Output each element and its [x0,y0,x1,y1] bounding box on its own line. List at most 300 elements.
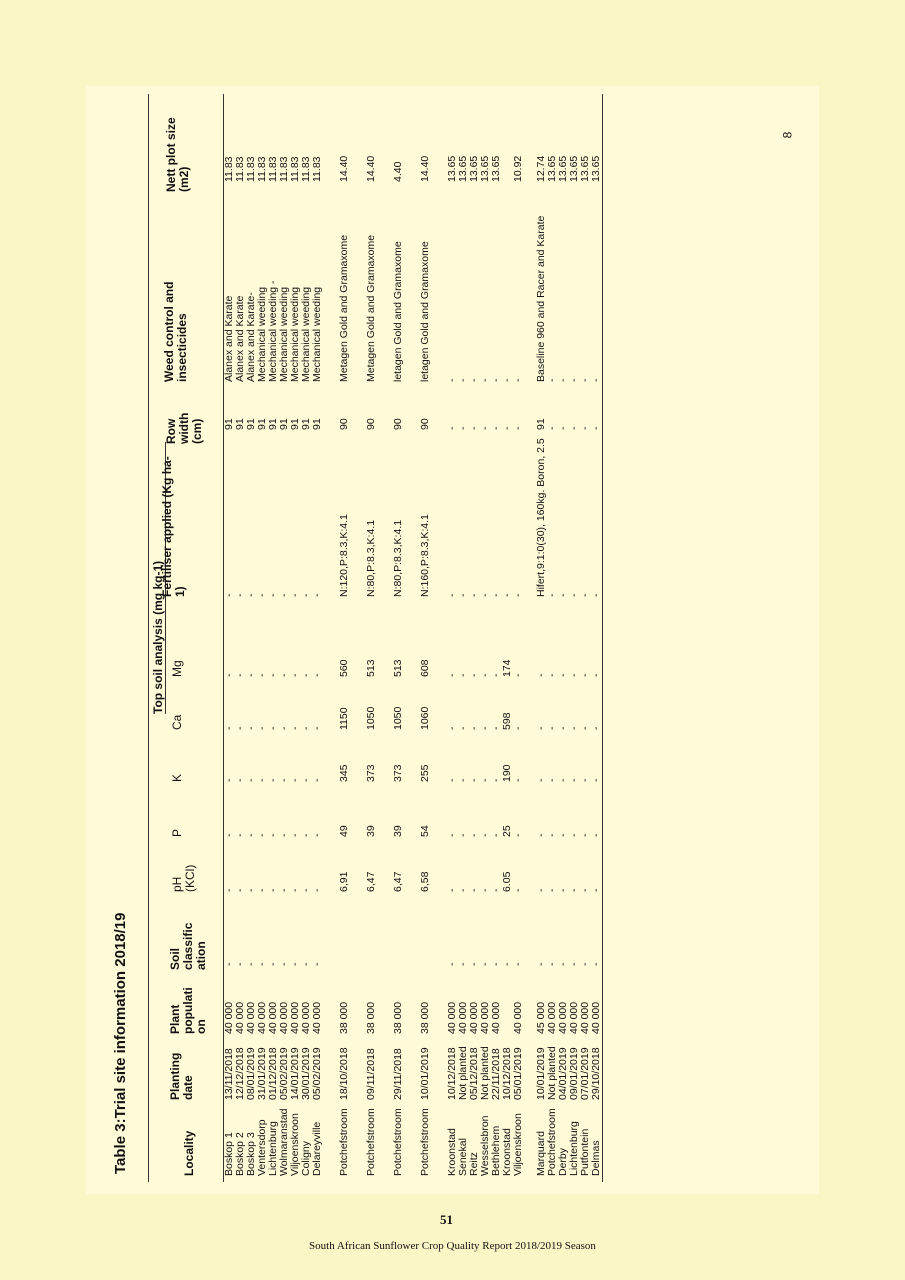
cell-p: 49 [338,825,350,837]
cell-weed: - [468,378,480,382]
cell-fert: - [278,593,290,597]
table-row [513,94,524,1182]
cell-mg: - [278,673,290,677]
cell-pop: 40 000 [289,1001,301,1034]
cell-ph: - [557,888,569,892]
cell-ca: - [223,726,235,730]
cell-k: - [557,778,569,782]
cell-weed: - [512,378,524,382]
cell-pop: 40 000 [256,1001,268,1034]
cell-ca: - [557,726,569,730]
cell-k: - [267,778,279,782]
cell-fert: - [457,593,469,597]
cell-locality: Wesselsbron [479,1115,491,1176]
table-row [393,94,404,1182]
cell-ca: 1050 [365,706,377,730]
cell-date: 09/01/2019 [568,1047,580,1100]
cell-ph: - [256,888,268,892]
cell-pop: 40 000 [590,1001,602,1034]
cell-k: - [245,778,257,782]
cell-fert: Hifert,9:1:0(30), 160kg. Boron, 2.5 [535,438,547,597]
cell-ca: - [245,726,257,730]
cell-locality: Viljoenskroon [512,1113,524,1176]
cell-row: - [446,426,458,430]
cell-soil: - [546,962,558,966]
cell-date: 09/11/2018 [365,1048,377,1100]
cell-p: 25 [501,825,513,837]
cell-k: - [278,778,290,782]
cell-p: - [234,833,246,837]
table-row [339,94,350,1182]
cell-fert: - [256,593,268,597]
cell-row: 91 [278,418,290,430]
cell-fert: - [446,593,458,597]
cell-soil: - [223,962,235,966]
cell-mg: - [579,673,591,677]
cell-row: 90 [338,418,350,430]
cell-date: 08/01/2019 [245,1047,257,1100]
header-p: P [170,828,184,837]
cell-mg: - [568,673,580,677]
cell-fert: - [300,593,312,597]
cell-date: 31/01/2019 [256,1047,268,1100]
header-top-soil-analysis: Top soil analysis (mg kg-1) [151,442,166,714]
cell-p: - [245,833,257,837]
cell-locality: Wolmaranstad [278,1108,290,1176]
cell-p: - [512,833,524,837]
cell-ph: 6,47 [392,871,404,892]
cell-mg: - [245,673,257,677]
cell-soil: - [479,962,491,966]
cell-mg: - [289,673,301,677]
cell-p: - [568,833,580,837]
table-row [366,94,377,1182]
cell-pop: 38 000 [419,1001,431,1034]
report-page [86,86,819,1194]
cell-k: - [256,778,268,782]
cell-fert: - [234,593,246,597]
cell-weed: Metagen Gold and Gramaxome [365,234,377,382]
cell-locality: Potchefstroom [338,1108,350,1176]
cell-ca: 1150 [338,707,350,730]
cell-soil: - [468,962,480,966]
cell-locality: Kroonstad [501,1128,513,1176]
cell-soil: - [311,962,323,966]
cell-fert: - [546,593,558,597]
cell-date: 14/01/2019 [289,1047,301,1100]
cell-fert: - [479,593,491,597]
cell-row: 91 [311,418,323,430]
cell-mg: 608 [419,659,431,677]
cell-mg: - [490,673,502,677]
cell-locality: Coligny [300,1140,312,1176]
cell-ca: 598 [501,712,513,730]
cell-pop: 40 000 [300,1001,312,1034]
cell-ph: - [490,888,502,892]
cell-soil: - [278,962,290,966]
cell-ca: - [468,726,480,730]
cell-ca: - [311,726,323,730]
cell-soil: - [289,962,301,966]
cell-pop: 40 000 [457,1001,469,1034]
cell-p: 39 [365,825,377,837]
cell-p: - [267,833,279,837]
cell-pop: 40 000 [579,1001,591,1034]
cell-row: 91 [256,418,268,430]
cell-size: 11.83 [289,156,301,182]
cell-pop: 40 000 [311,1001,323,1034]
cell-ca: - [490,726,502,730]
cell-ph: - [546,888,558,892]
cell-mg: - [446,673,458,677]
cell-locality: Lichtenburg [267,1121,279,1176]
cell-pop: 38 000 [365,1001,377,1034]
cell-locality: Marquard [535,1131,547,1176]
cell-locality: Potchefstroom [546,1108,558,1176]
cell-ca: - [446,726,458,730]
cell-locality: Delmas [590,1140,602,1176]
cell-fert: - [501,593,513,597]
cell-locality: Boskop 3 [245,1132,257,1176]
cell-date: Not planted [546,1046,558,1100]
cell-ph: 6,91 [338,871,350,892]
cell-p: - [468,833,480,837]
cell-p: - [490,833,502,837]
cell-size: 11.83 [311,156,323,182]
cell-k: 190 [501,764,513,782]
cell-size: 12.74 [535,155,547,182]
cell-pop: 40 000 [267,1001,279,1034]
cell-row: 90 [365,418,377,430]
cell-size: 13.65 [468,155,480,182]
header-row-width: Row width (cm) [164,412,204,444]
cell-pop: 38 000 [338,1001,350,1034]
cell-locality: Lichtenburg [568,1121,580,1176]
cell-fert: - [289,593,301,597]
cell-mg: - [267,673,279,677]
header-mg: Mg [170,660,184,677]
cell-ca: - [479,726,491,730]
cell-soil: - [234,962,246,966]
cell-ca: - [267,726,279,730]
cell-k: - [457,778,469,782]
inner-page-number: 8 [780,131,795,139]
cell-p: - [457,833,469,837]
cell-weed: Metagen Gold and Gramaxome [338,234,350,382]
table-row [420,94,431,1182]
cell-date: 10/12/2018 [501,1047,513,1100]
cell-pop: 40 000 [278,1001,290,1034]
cell-p: - [579,833,591,837]
cell-row: 91 [267,418,279,430]
cell-soil: - [535,962,547,966]
cell-fert: - [557,593,569,597]
header-nett-plot-size: Nett plot size (m2) [164,117,191,192]
cell-row: - [568,426,580,430]
cell-soil: - [256,962,268,966]
cell-weed: - [590,378,602,382]
cell-soil: - [490,962,502,966]
cell-size: 13.65 [490,155,502,182]
cell-fert: - [267,593,279,597]
cell-weed: - [579,378,591,382]
cell-size: 11.83 [300,156,312,182]
cell-size: 13.65 [590,155,602,182]
cell-fert: - [311,593,323,597]
cell-date: 01/12/2018 [267,1047,279,1100]
cell-mg: - [468,673,480,677]
cell-locality: Delareyville [311,1121,323,1176]
cell-ca: 1060 [419,706,431,730]
cell-fert: N:80,P:8.3,K:4.1 [392,519,404,597]
cell-row: - [590,426,602,430]
cell-ca: - [535,726,547,730]
cell-k: - [535,778,547,782]
cell-mg: 174 [501,659,513,677]
cell-k: - [234,778,246,782]
cell-size: 13.65 [579,155,591,182]
cell-size: 14.40 [365,155,377,182]
page-number: 51 [440,1212,453,1227]
cell-k: - [311,778,323,782]
cell-size: 11.83 [234,156,246,182]
cell-date: 10/12/2018 [446,1047,458,1100]
cell-ca: - [278,726,290,730]
cell-pop: 45 000 [535,1001,547,1034]
cell-row: - [490,426,502,430]
rotated-table-container [86,86,819,1194]
cell-row: 91 [289,418,301,430]
cell-pop: 40 000 [446,1001,458,1034]
cell-p: - [300,833,312,837]
cell-pop: 40 000 [546,1001,558,1034]
cell-ca: - [590,726,602,730]
cell-fert: N:160,P:8.3,K:4.1 [419,514,431,597]
cell-row: 90 [419,418,431,430]
cell-locality: Ventersdorp [256,1119,268,1176]
cell-locality: Derby [557,1147,569,1176]
cell-weed: Alanex and Karate [223,295,235,382]
cell-fert: - [468,593,480,597]
cell-fert: - [590,593,602,597]
cell-pop: 40 000 [234,1001,246,1034]
cell-date: 05/02/2019 [311,1047,323,1100]
cell-p: - [223,833,235,837]
cell-ca: - [256,726,268,730]
cell-p: - [256,833,268,837]
cell-ph: - [446,888,458,892]
cell-size: 13.65 [557,155,569,182]
cell-soil: - [501,962,513,966]
cell-ph: - [579,888,591,892]
cell-locality: Kroonstad [446,1128,458,1176]
cell-weed: - [446,378,458,382]
cell-ph: - [568,888,580,892]
cell-ph: - [234,888,246,892]
header-soil-classification: Soil classific ation [168,922,208,970]
cell-row: - [468,426,480,430]
cell-k: - [590,778,602,782]
cell-k: 373 [365,764,377,782]
cell-mg: - [535,673,547,677]
cell-row: - [512,426,524,430]
table-row [591,94,602,1182]
cell-ca: - [289,726,301,730]
cell-soil: - [568,962,580,966]
cell-k: - [546,778,558,782]
cell-ca: - [568,726,580,730]
cell-row: - [557,426,569,430]
cell-ph: - [512,888,524,892]
cell-locality: Senekal [457,1138,469,1176]
header-ca: Ca [170,714,184,730]
cell-pop: 40 000 [512,1001,524,1034]
cell-size: 13.65 [568,155,580,182]
cell-locality: Boskop 1 [223,1132,235,1176]
cell-mg: - [512,673,524,677]
cell-pop: 40 000 [490,1001,502,1034]
cell-date: 10/01/2019 [535,1047,547,1100]
cell-soil: - [557,962,569,966]
cell-size: 11.83 [278,156,290,182]
cell-ca: - [512,726,524,730]
cell-mg: - [457,673,469,677]
header-weed-control: Weed control and insecticides [162,281,189,382]
cell-mg: - [300,673,312,677]
header-k: K [170,773,184,782]
cell-weed: - [568,378,580,382]
cell-locality: Bethlehem [490,1125,502,1176]
header-planting-date: Planting date [168,1052,195,1100]
cell-date: 07/01/2019 [579,1047,591,1100]
cell-p: - [446,833,458,837]
cell-pop: 40 000 [479,1001,491,1034]
table-title: Table 3:Trial site information 2018/19 [112,912,129,1174]
cell-ca: - [234,726,246,730]
cell-mg: - [479,673,491,677]
cell-k: - [479,778,491,782]
cell-weed: Mechanical weeding [311,286,323,382]
cell-p: - [278,833,290,837]
cell-size: 14.40 [419,155,431,182]
cell-ph: - [245,888,257,892]
cell-fert: - [579,593,591,597]
cell-p: 54 [419,825,431,837]
cell-size: 13.65 [546,155,558,182]
cell-size: 11.83 [245,156,257,182]
cell-weed: Mechanical weeding - [267,280,279,382]
table-body [224,94,602,1182]
cell-locality: Putfontein [579,1128,591,1176]
cell-ph: 6.05 [501,871,513,892]
cell-fert: N:120,P:8.3,K:4.1 [338,514,350,597]
cell-ph: - [479,888,491,892]
cell-soil: - [457,962,469,966]
cell-mg: - [311,673,323,677]
cell-ph: - [223,888,235,892]
header-ph: pH (KCl) [170,864,197,892]
header-fertiliser: Fertiliser applied (Kg ha-1) [160,456,187,597]
cell-p: - [535,833,547,837]
cell-fert: - [490,593,502,597]
cell-date: Not planted [457,1046,469,1100]
cell-fert: - [512,593,524,597]
cell-locality: Potchefstroom [392,1108,404,1176]
cell-pop: 40 000 [468,1001,480,1034]
cell-ca: 1050 [392,706,404,730]
cell-soil: - [245,962,257,966]
trial-site-table [148,94,603,1182]
cell-ca: - [546,726,558,730]
cell-date: 22/11/2018 [490,1048,502,1100]
cell-date: 10/01/2019 [419,1047,431,1100]
cell-date: 13/11/2018 [223,1048,235,1100]
cell-row: - [579,426,591,430]
cell-p: 39 [392,825,404,837]
cell-k: - [289,778,301,782]
cell-row: 91 [300,418,312,430]
cell-ph: 6,58 [419,871,431,892]
cell-soil: - [590,962,602,966]
cell-locality: Viljoenskroon [289,1113,301,1176]
cell-row: 91 [245,418,257,430]
cell-date: 05/01/2019 [512,1047,524,1100]
cell-soil: - [446,962,458,966]
cell-locality: Potchefstroom [419,1108,431,1176]
cell-mg: - [223,673,235,677]
cell-soil: - [300,962,312,966]
header-plant-population: Plant populati on [168,987,208,1034]
cell-weed: - [479,378,491,382]
table-row [491,94,502,1182]
cell-soil: - [512,962,524,966]
page-footer: South African Sunflower Crop Quality Report 2018/2019 Season [309,1240,596,1252]
cell-k: 373 [392,764,404,782]
cell-date: 05/12/2018 [468,1047,480,1100]
cell-k: 345 [338,764,350,782]
cell-size: 4.40 [392,161,404,182]
cell-k: 255 [419,764,431,782]
cell-size: 13.65 [479,155,491,182]
cell-locality: Potchefstroom [365,1108,377,1176]
cell-weed: - [501,378,513,382]
cell-ph: - [267,888,279,892]
cell-pop: 38 000 [392,1001,404,1034]
cell-weed: Baseline 960 and Racer and Karate [535,215,547,382]
cell-size: 10.92 [512,155,524,182]
cell-locality: Boskop 2 [234,1132,246,1176]
cell-pop: 40 000 [223,1001,235,1034]
cell-date: 05/02/2019 [278,1047,290,1100]
cell-k: - [579,778,591,782]
cell-date: 18/10/2018 [338,1047,350,1100]
cell-weed: - [557,378,569,382]
cell-weed: - [546,378,558,382]
cell-size: 11.83 [267,156,279,182]
cell-size: 13.65 [446,155,458,182]
cell-fert: - [568,593,580,597]
cell-row: - [501,426,513,430]
cell-date: 29/10/2018 [590,1047,602,1100]
cell-ph: 6,47 [365,871,377,892]
cell-mg: - [234,673,246,677]
cell-weed: Alanex and Karate [234,295,246,382]
cell-p: - [311,833,323,837]
cell-ph: - [311,888,323,892]
cell-pop: 40 000 [568,1001,580,1034]
cell-k: - [568,778,580,782]
cell-ph: - [300,888,312,892]
